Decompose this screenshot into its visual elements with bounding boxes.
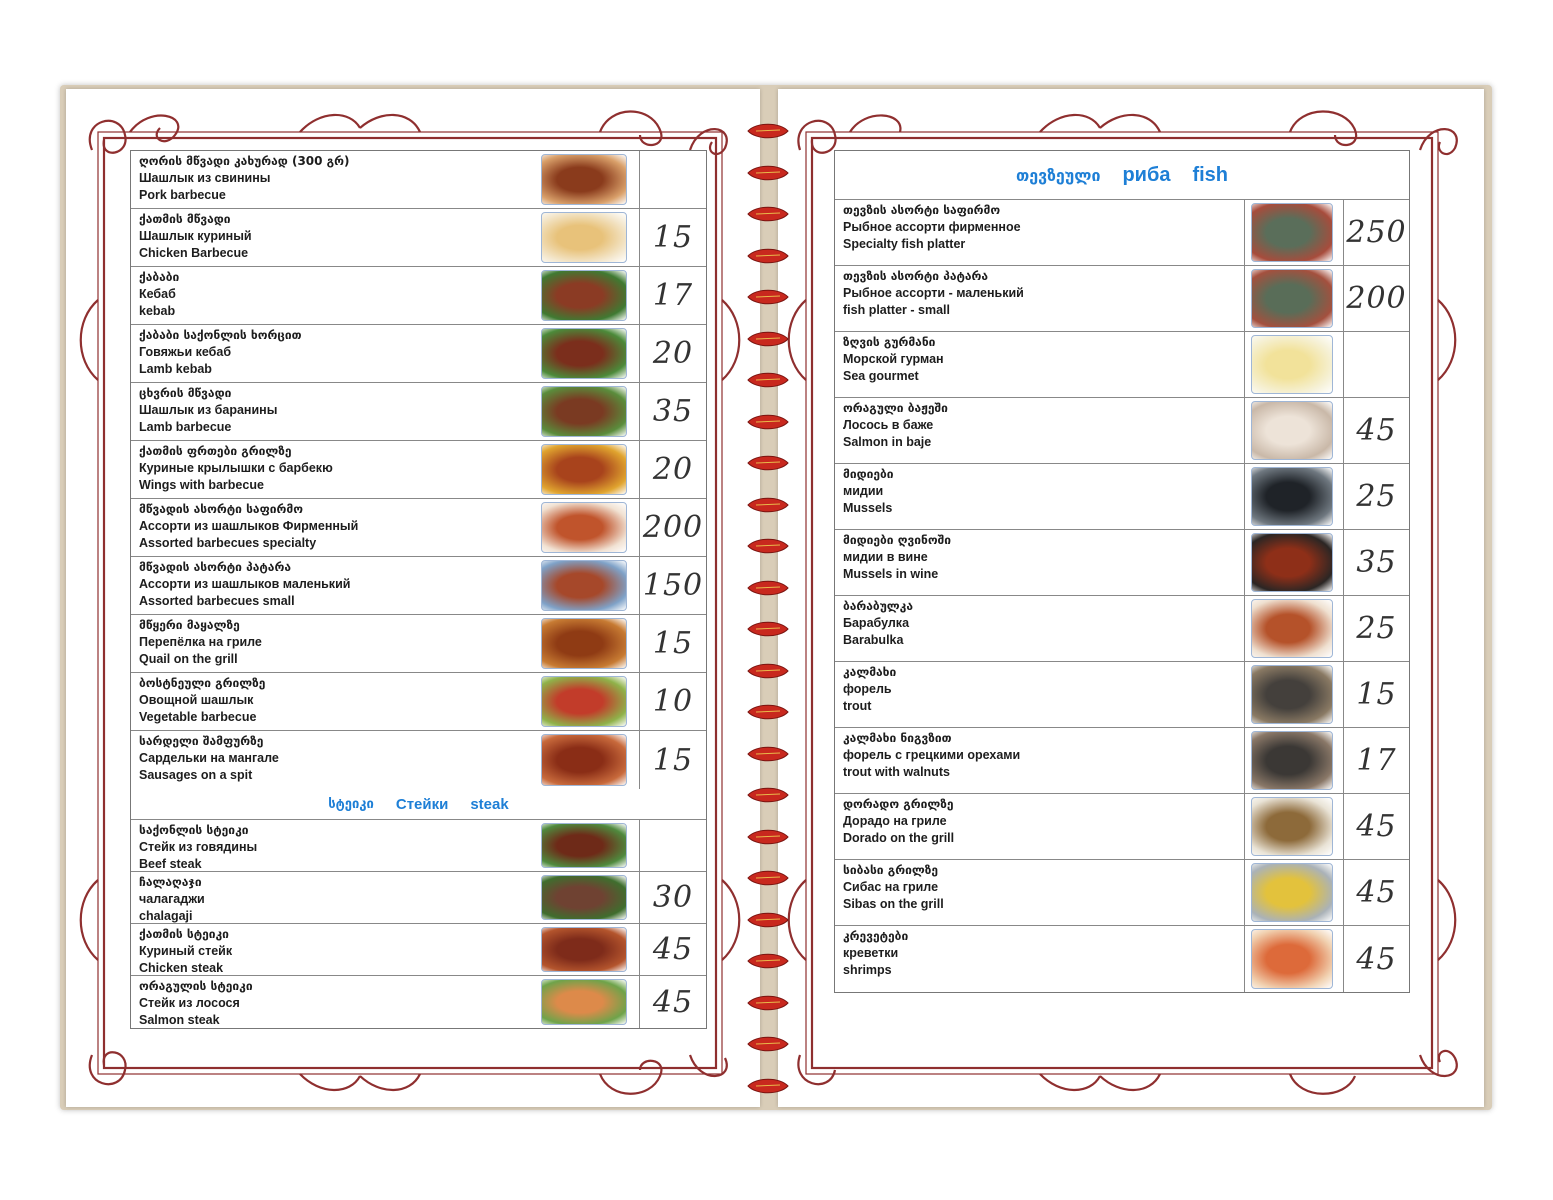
- menu-item-name-ka: ქაბაბი საქონლის ხორცით: [139, 328, 302, 342]
- sibas-photo: [1251, 863, 1333, 922]
- menu-item-text: [843, 598, 913, 649]
- menu-item-name-ka: ბარაბულკა: [843, 599, 913, 613]
- column-divider: [1244, 662, 1245, 727]
- menu-item-name-en: kebab: [139, 304, 176, 318]
- menu-item-name-ru: Стейк из говядины: [139, 840, 258, 854]
- column-divider: [1244, 926, 1245, 992]
- menu-item-row: [835, 860, 1409, 926]
- menu-item-text: [139, 617, 262, 668]
- menu-item-name-ka: მწვადის ასორტი საფირმო: [139, 502, 304, 516]
- menu-item-row: [131, 673, 706, 731]
- menu-item-name-en: Quail on the grill: [139, 652, 238, 666]
- menu-item-text: [843, 334, 944, 385]
- menu-item-price: 35: [1356, 545, 1397, 580]
- sausages-photo: [541, 734, 627, 786]
- steak-section-ka: სტეიკი: [328, 796, 374, 812]
- menu-item-text: [843, 202, 1021, 253]
- beef-steak-photo: [541, 823, 627, 868]
- menu-item-text: [843, 730, 1020, 781]
- menu-item-name-ka: ქაბაბი: [139, 270, 180, 284]
- column-divider: [1244, 266, 1245, 331]
- menu-item-price: 30: [652, 880, 694, 915]
- menu-item-row: [131, 557, 706, 615]
- fish-section-header: [835, 151, 1409, 200]
- menu-item-name-ka: ორაგულის სტეიკი: [139, 979, 253, 993]
- left-menu-table: [130, 150, 707, 1029]
- binding-ring: [746, 120, 790, 142]
- menu-item-name-ka: ქათმის ფრთები გრილზე: [139, 444, 292, 458]
- menu-item-row: [131, 267, 706, 325]
- menu-item-text: [843, 466, 894, 517]
- menu-item-name-ka: დორადო გრილზე: [843, 797, 954, 811]
- menu-item-name-en: Chicken steak: [139, 961, 224, 975]
- menu-item-name-en: Chicken Barbecue: [139, 246, 249, 260]
- menu-item-price: 15: [652, 220, 694, 255]
- menu-item-price: 10: [652, 684, 694, 719]
- menu-item-price: 250: [1346, 215, 1407, 250]
- chicken-wings-photo: [541, 444, 627, 495]
- menu-item-name-ru: Говяжьи кебаб: [139, 345, 232, 359]
- menu-item-row: [131, 820, 706, 872]
- menu-item-name-en: Sea gourmet: [843, 369, 919, 383]
- menu-item-price: [640, 820, 706, 871]
- column-divider: [1244, 728, 1245, 793]
- menu-item-row: [131, 731, 706, 789]
- menu-item-text: [139, 211, 252, 262]
- chicken-steak-photo: [541, 927, 627, 972]
- small-assorted-barbecue-photo: [541, 560, 627, 611]
- menu-item-row: [835, 464, 1409, 530]
- menu-item-name-ka: მიდიები: [843, 467, 894, 481]
- binding-ring: [746, 701, 790, 723]
- menu-item-name-ka: მწვადის ასორტი პატარა: [139, 560, 291, 574]
- menu-item-price: 45: [1356, 413, 1397, 448]
- fish-section-ka: თევზეული: [1015, 165, 1101, 185]
- menu-item-name-ru: Шашлык из свинины: [139, 171, 271, 185]
- binding-ring: [746, 203, 790, 225]
- menu-item-price: 25: [1356, 611, 1397, 646]
- menu-item-text: [139, 733, 279, 784]
- menu-item-price: 35: [652, 394, 694, 429]
- menu-item-text: [843, 532, 951, 583]
- binding-ring: [746, 1033, 790, 1055]
- menu-item-text: [139, 978, 253, 1029]
- column-divider: [1244, 398, 1245, 463]
- menu-item-price: 45: [652, 932, 694, 967]
- column-divider: [1244, 464, 1245, 529]
- binding-ring: [746, 784, 790, 806]
- column-divider: [1244, 860, 1245, 925]
- pork-skewers-photo: [541, 154, 627, 205]
- menu-item-name-ru: Морской гурман: [843, 352, 944, 366]
- column-divider: [1244, 200, 1245, 265]
- menu-item-name-ru: Ассорти из шашлыков Фирменный: [139, 519, 359, 533]
- binding-ring: [746, 245, 790, 267]
- menu-item-name-en: Wings with barbecue: [139, 478, 264, 492]
- beef-kebab-photo: [541, 328, 627, 379]
- binding-ring: [746, 1075, 790, 1097]
- menu-item-name-ru: Ассорти из шашлыков маленький: [139, 577, 351, 591]
- menu-item-row: [131, 209, 706, 267]
- menu-item-text: [843, 862, 944, 913]
- menu-item-row: [835, 794, 1409, 860]
- menu-item-row: [131, 325, 706, 383]
- menu-item-text: [843, 400, 948, 451]
- steak-section-ru: Стейки: [395, 795, 449, 813]
- menu-item-text: [139, 675, 265, 726]
- menu-item-name-ru: Сибас на гриле: [843, 880, 939, 894]
- menu-item-name-ru: мидии в вине: [843, 550, 928, 564]
- menu-item-name-ru: мидии: [843, 484, 884, 498]
- menu-item-name-ru: форель: [843, 682, 892, 696]
- menu-item-row: [131, 615, 706, 673]
- menu-item-name-ka: ქათმის მწვადი: [139, 212, 231, 226]
- binding-ring: [746, 162, 790, 184]
- menu-item-name-ka: ზღვის გურმანი: [843, 335, 936, 349]
- menu-item-text: [139, 559, 350, 610]
- vegetable-skewers-photo: [541, 676, 627, 727]
- lamb-skewers-photo: [541, 386, 627, 437]
- binding-ring: [746, 826, 790, 848]
- menu-item-row: [131, 976, 706, 1028]
- menu-item-name-ru: креветки: [843, 946, 899, 960]
- menu-item-row: [835, 398, 1409, 464]
- menu-item-price: 200: [642, 510, 704, 545]
- binding-ring: [746, 535, 790, 557]
- menu-item-row: [131, 151, 706, 209]
- menu-item-name-en: Pork barbecue: [139, 188, 226, 202]
- menu-item-name-en: fish platter - small: [843, 303, 950, 317]
- right-bottom-swirls: [798, 1051, 1456, 1094]
- menu-item-price: 45: [1356, 875, 1397, 910]
- assorted-barbecue-photo: [541, 502, 627, 553]
- spiral-binding: [746, 92, 790, 1107]
- menu-item-name-ru: Сардельки на мангале: [139, 751, 279, 765]
- menu-item-name-en: Sibas on the grill: [843, 897, 944, 911]
- menu-item-price: 15: [652, 626, 694, 661]
- menu-item-name-ka: კალმახი: [843, 665, 897, 679]
- menu-item-name-en: Dorado on the grill: [843, 831, 955, 845]
- menu-item-name-en: Mussels in wine: [843, 567, 939, 581]
- menu-item-name-ru: Стейк из лосося: [139, 996, 240, 1010]
- shrimps-photo: [1251, 929, 1333, 989]
- binding-ring: [746, 660, 790, 682]
- salmon-steak-photo: [541, 979, 627, 1025]
- menu-item-price: 20: [652, 336, 694, 371]
- menu-item-row: [131, 499, 706, 557]
- menu-item-row: [131, 441, 706, 499]
- menu-item-price: 25: [1356, 479, 1397, 514]
- menu-item-name-en: Salmon in baje: [843, 435, 932, 449]
- right-menu-table: [834, 150, 1410, 993]
- column-divider: [1244, 794, 1245, 859]
- quail-photo: [541, 618, 627, 669]
- menu-item-row: [835, 332, 1409, 398]
- menu-item-text: [843, 796, 954, 847]
- menu-item-name-en: Mussels: [843, 501, 893, 515]
- fish-section-ru: риба: [1122, 163, 1171, 186]
- trout-photo: [1251, 665, 1333, 724]
- menu-item-name-ka: თევზის ასორტი საფირმო: [843, 203, 1001, 217]
- menu-item-name-ka: კალმახი ნიგვზით: [843, 731, 952, 745]
- menu-item-price: 45: [1356, 809, 1397, 844]
- menu-item-name-ru: Рыбное ассорти фирменное: [843, 220, 1021, 234]
- menu-item-name-ka: ორაგული ბაჟეში: [843, 401, 948, 415]
- menu-item-name-en: Barabulka: [843, 633, 904, 647]
- binding-ring: [746, 992, 790, 1014]
- menu-item-text: [139, 501, 358, 552]
- barabulka-photo: [1251, 599, 1333, 658]
- menu-item-name-en: shrimps: [843, 963, 892, 977]
- menu-item-name-ru: Барабулка: [843, 616, 910, 630]
- menu-item-text: [139, 443, 333, 494]
- menu-item-name-ru: Куриный стейк: [139, 944, 233, 958]
- menu-item-name-ru: форель с грецкими орехами: [843, 748, 1021, 762]
- menu-item-name-ru: Кебаб: [139, 287, 176, 301]
- binding-ring: [746, 328, 790, 350]
- menu-item-name-en: trout: [843, 699, 872, 713]
- menu-item-name-ka: ქათმის სტეიკი: [139, 927, 229, 941]
- chalagaji-photo: [541, 875, 627, 920]
- menu-item-name-ru: чалагаджи: [139, 892, 205, 906]
- menu-item-text: [139, 874, 205, 925]
- menu-item-name-ru: Дорадо на гриле: [843, 814, 947, 828]
- menu-item-row: [131, 924, 706, 976]
- menu-item-text: [843, 268, 1024, 319]
- menu-item-name-ka: ბოსტნეული გრილზე: [139, 676, 266, 690]
- binding-ring: [746, 452, 790, 474]
- menu-item-row: [835, 926, 1409, 992]
- menu-item-name-ru: Перепёлка на гриле: [139, 635, 262, 649]
- menu-item-price: 17: [652, 278, 694, 313]
- menu-item-name-ka: სარდელი შამფურზე: [139, 734, 264, 748]
- menu-item-price: [640, 151, 706, 208]
- menu-item-name-en: Assorted barbecues specialty: [139, 536, 317, 550]
- menu-item-row: [131, 872, 706, 924]
- binding-ring: [746, 494, 790, 516]
- menu-item-row: [835, 200, 1409, 266]
- menu-item-text: [139, 269, 179, 320]
- menu-item-name-en: Lamb kebab: [139, 362, 212, 376]
- menu-item-name-ka: კრევეტები: [843, 929, 909, 943]
- menu-item-name-ru: Шашлык из баранины: [139, 403, 278, 417]
- menu-item-row: [835, 728, 1409, 794]
- menu-item-price: 15: [1356, 677, 1397, 712]
- menu-item-price: 200: [1346, 281, 1407, 316]
- column-divider: [1244, 332, 1245, 397]
- menu-item-row: [835, 596, 1409, 662]
- binding-ring: [746, 577, 790, 599]
- menu-item-name-en: Assorted barbecues small: [139, 594, 295, 608]
- menu-item-row: [835, 266, 1409, 332]
- menu-item-text: [139, 926, 232, 977]
- binding-ring: [746, 411, 790, 433]
- menu-item-text: [139, 385, 277, 436]
- menu-item-name-ka: საქონლის სტეიკი: [139, 823, 249, 837]
- chicken-skewers-photo: [541, 212, 627, 263]
- steak-section-en: steak: [470, 795, 509, 813]
- menu-item-text: [843, 664, 896, 715]
- menu-item-name-ka: მიდიები ღვინოში: [843, 533, 952, 547]
- menu-item-price: 150: [642, 568, 704, 603]
- menu-item-name-en: Lamb barbecue: [139, 420, 232, 434]
- menu-item-price: 45: [1356, 941, 1397, 977]
- binding-ring: [746, 867, 790, 889]
- menu-item-text: [843, 928, 908, 979]
- binding-ring: [746, 286, 790, 308]
- menu-item-row: [835, 530, 1409, 596]
- menu-item-name-ru: Шашлык куриный: [139, 229, 252, 243]
- binding-ring: [746, 369, 790, 391]
- menu-item-name-en: Beef steak: [139, 857, 202, 871]
- menu-item-row: [835, 662, 1409, 728]
- kebab-photo: [541, 270, 627, 321]
- menu-item-price: 20: [652, 452, 694, 487]
- menu-item-name-ka: სიბასი გრილზე: [843, 863, 939, 877]
- binding-ring: [746, 909, 790, 931]
- menu-item-price: 45: [652, 984, 694, 1020]
- binding-ring: [746, 618, 790, 640]
- menu-item-name-ka: თევზის ასორტი პატარა: [843, 269, 989, 283]
- menu-item-name-ru: Рыбное ассорти - маленький: [843, 286, 1024, 300]
- fish-section-en: fish: [1192, 163, 1229, 186]
- menu-item-price: 15: [652, 742, 694, 778]
- fish-platter-photo: [1251, 203, 1333, 262]
- menu-item-row: [131, 383, 706, 441]
- menu-item-name-en: Salmon steak: [139, 1013, 220, 1027]
- menu-item-name-en: Specialty fish platter: [843, 237, 966, 251]
- menu-item-name-ka: ჩალაღაჯი: [139, 875, 202, 889]
- mussels-photo: [1251, 467, 1333, 526]
- right-top-swirls: [798, 111, 1456, 154]
- steak-section-header: [131, 789, 706, 820]
- menu-item-name-en: Sausages on a spit: [139, 768, 253, 782]
- menu-item-text: [139, 153, 350, 204]
- menu-item-name-ka: ცხვრის მწვადი: [139, 386, 232, 400]
- binding-ring: [746, 743, 790, 765]
- dorado-photo: [1251, 797, 1333, 856]
- menu-item-name-ru: Овощной шашлык: [139, 693, 254, 707]
- menu-item-name-ru: Куриные крылышки с барбекю: [139, 461, 333, 475]
- binding-ring: [746, 950, 790, 972]
- menu-item-price: 17: [1356, 743, 1397, 778]
- menu-item-name-en: chalagaji: [139, 909, 193, 923]
- mussels-wine-photo: [1251, 533, 1333, 592]
- menu-item-text: [139, 822, 257, 873]
- menu-item-price: [1344, 332, 1409, 397]
- left-top-swirls: [90, 111, 727, 154]
- menu-item-name-en: trout with walnuts: [843, 765, 950, 779]
- menu-item-text: [139, 327, 302, 378]
- menu-item-name-ru: Лосось в баже: [843, 418, 934, 432]
- trout-walnuts-photo: [1251, 731, 1333, 790]
- menu-item-name-ka: ღორის მწვადი კახურად (300 გრ): [139, 154, 350, 168]
- column-divider: [1244, 596, 1245, 661]
- column-divider: [1244, 530, 1245, 595]
- menu-item-name-en: Vegetable barbecue: [139, 710, 257, 724]
- salmon-baje-photo: [1251, 401, 1333, 460]
- small-fish-platter-photo: [1251, 269, 1333, 328]
- menu-item-name-ka: მწყერი მაყალზე: [139, 618, 240, 632]
- sea-gourmet-photo: [1251, 335, 1333, 394]
- left-bottom-swirls: [90, 1052, 727, 1093]
